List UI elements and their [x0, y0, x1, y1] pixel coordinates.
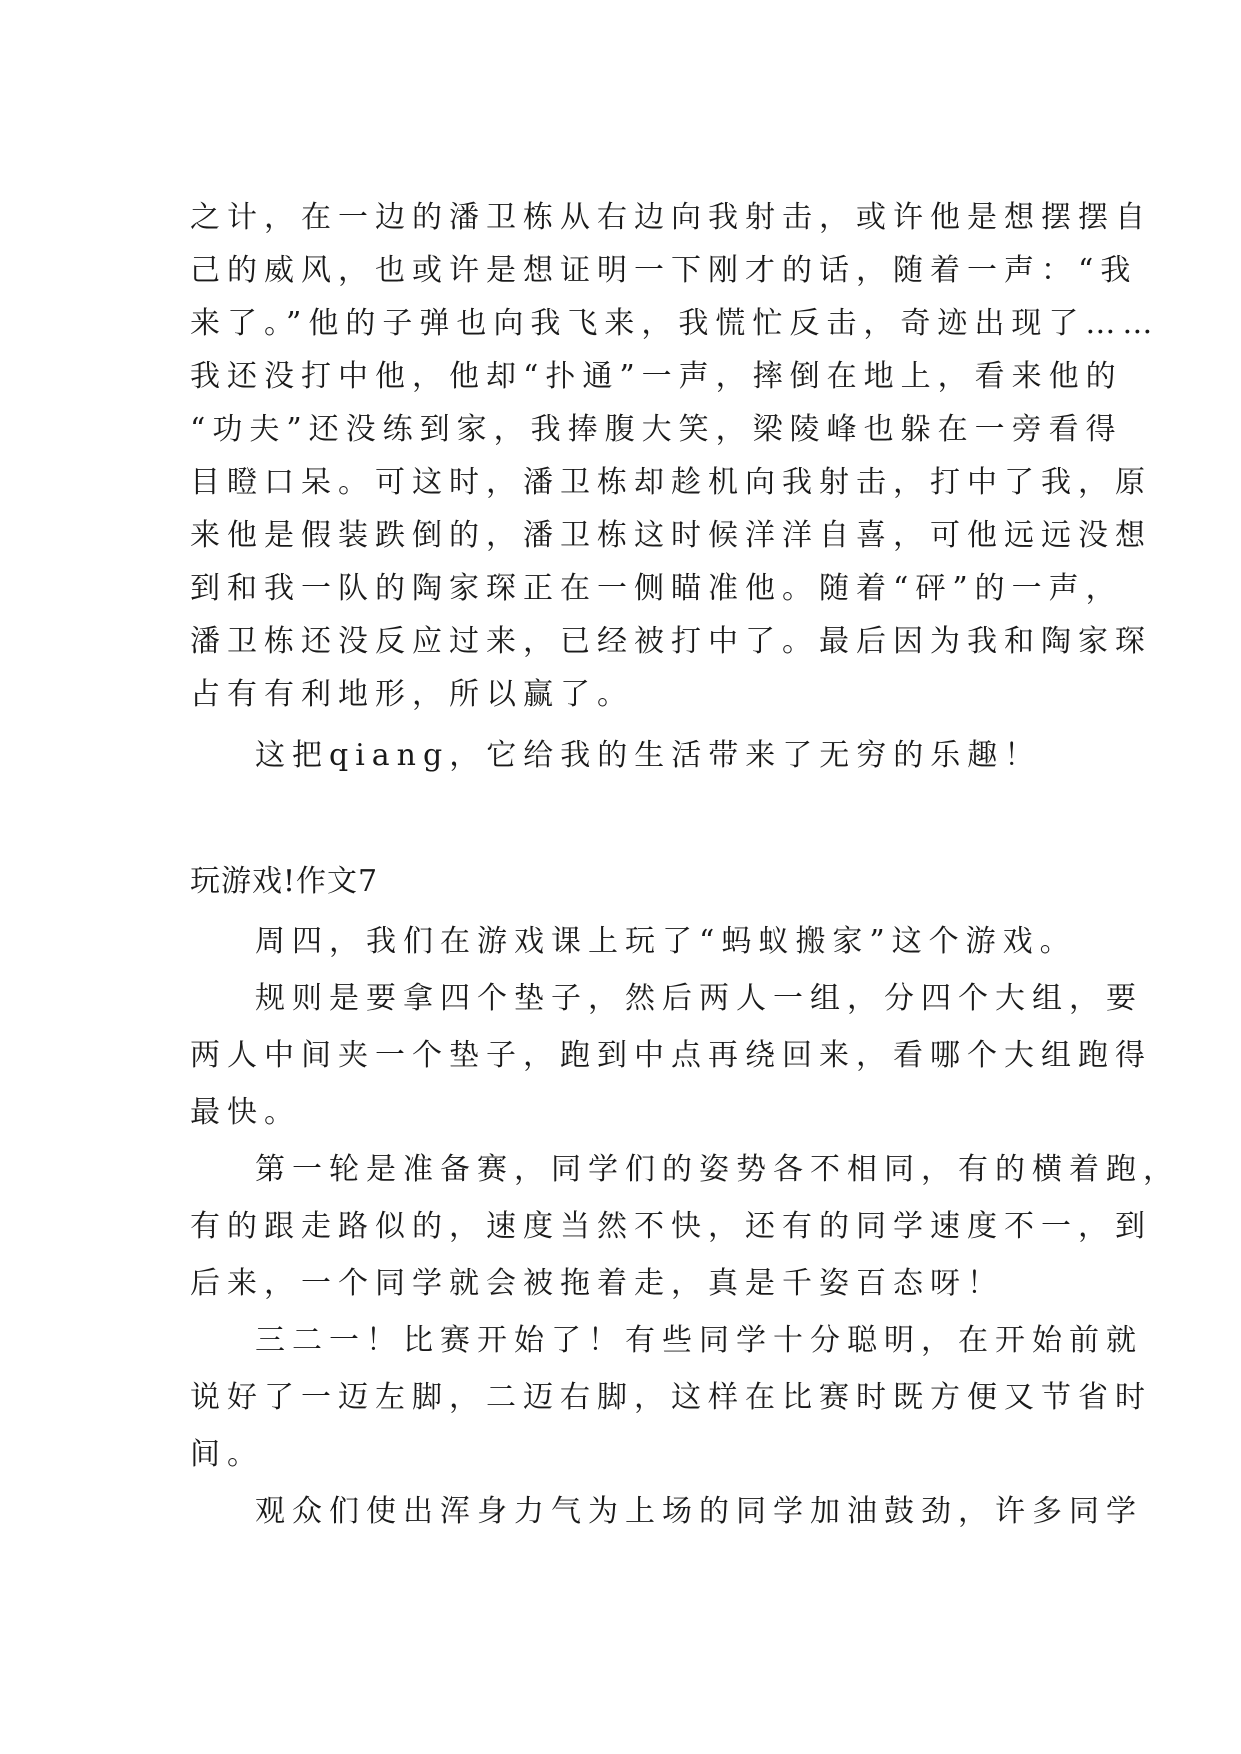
text-line: 目瞪口呆。可这时，潘卫栋却趁机向我射击，打中了我，原: [190, 465, 1152, 500]
section-title: 玩游戏!作文7: [190, 864, 379, 899]
text-line: 到和我一队的陶家琛正在一侧瞄准他。随着“砰”的一声，: [190, 571, 1123, 606]
text-line: 间。: [190, 1437, 264, 1472]
text-line: 之计，在一边的潘卫栋从右边向我射击，或许他是想摆摆自: [190, 200, 1152, 235]
text-line: 两人中间夹一个垫子，跑到中点再绕回来，看哪个大组跑得: [190, 1038, 1152, 1073]
paragraph-line: 三二一！比赛开始了！有些同学十分聪明，在开始前就: [255, 1323, 1143, 1358]
text-line: 说好了一迈左脚，二迈右脚，这样在比赛时既方便又节省时: [190, 1380, 1152, 1415]
text-line: 后来，一个同学就会被拖着走，真是千姿百态呀！: [190, 1266, 1004, 1301]
text-line: “功夫”还没练到家，我捧腹大笑，梁陵峰也躲在一旁看得: [190, 412, 1123, 447]
text-line: 有的跟走路似的，速度当然不快，还有的同学速度不一，到: [190, 1209, 1152, 1244]
text-line: 我还没打中他，他却“扑通”一声，摔倒在地上，看来他的: [190, 359, 1123, 394]
text-line: 己的威风，也或许是想证明一下刚才的话，随着一声：“我: [190, 253, 1138, 288]
paragraph-line: 观众们使出浑身力气为上场的同学加油鼓劲，许多同学: [255, 1494, 1143, 1529]
text-line: 最快。: [190, 1095, 301, 1130]
text-line: 来他是假装跌倒的，潘卫栋这时候洋洋自喜，可他远远没想: [190, 518, 1152, 553]
text-line: 来了。”他的子弹也向我飞来，我慌忙反击，奇迹出现了……: [190, 306, 1160, 341]
paragraph-line: 周四，我们在游戏课上玩了“蚂蚁搬家”这个游戏。: [255, 924, 1077, 959]
paragraph-line: 规则是要拿四个垫子，然后两人一组，分四个大组，要: [255, 981, 1143, 1016]
text-line: 占有有利地形，所以赢了。: [190, 677, 634, 712]
text-line: 潘卫栋还没反应过来，已经被打中了。最后因为我和陶家琛: [190, 624, 1152, 659]
closing-paragraph: 这把qiang，它给我的生活带来了无穷的乐趣！: [255, 738, 1042, 773]
paragraph-line: 第一轮是准备赛，同学们的姿势各不相同，有的横着跑，: [255, 1152, 1180, 1187]
